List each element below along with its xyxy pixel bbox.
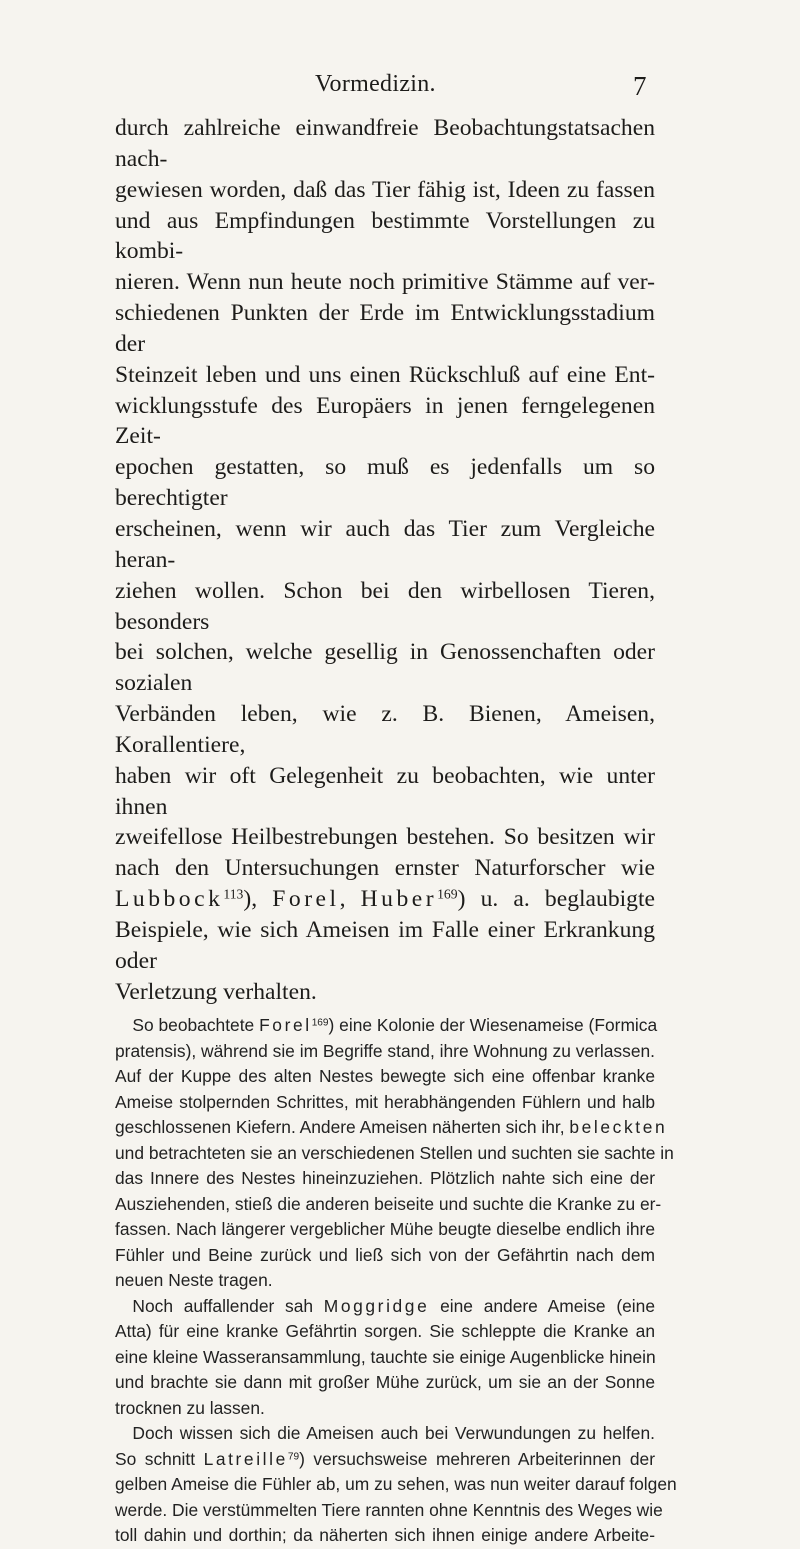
note-paragraph [115,1013,674,1294]
page-number: 7 [633,71,647,101]
note-line: So schnitt Latreille$^{79}$) versuchsweise mehreren Arbeiterinnen der [115,1448,655,1469]
main-line: Beispiele, wie sich Ameisen im Falle einer Erkrankung oder [115,916,655,974]
main-line: schiedenen Punkten der Erde im Entwicklungsstadium der [115,300,655,357]
note-text: So schnitt [115,1448,196,1469]
main-line: zweifellose Heilbestrebungen bestehen. So besitzen wir [115,824,655,851]
note-line: Atta) für eine kranke Gefährtin sorgen. Sie schleppte die Kranke an [115,1321,655,1342]
note-text: So beobachtete [132,1015,255,1036]
running-head [0,71,800,101]
author-name: Moggridge [323,1295,430,1316]
note-line: werde. Die verstümmelten Tiere rannten ohne Kenntnis des Weges wie [115,1499,663,1520]
main-line: und aus Empfindungen bestimmte Vorstellungen zu kombi- [115,207,655,265]
note-line: und betrachteten sie an verschiedenen Stellen und suchten sie sachte in [115,1142,674,1163]
note-line: Auf der Kuppe des alten Nestes bewegte sich eine offenbar kranke [115,1066,655,1087]
main-line: nieren. Wenn nun heute noch primitive Stämme auf ver- [115,269,655,296]
text-body [115,113,677,1549]
emphasized-word: beleckten [569,1117,668,1138]
note-line: das Innere des Nestes hineinzuziehen. Plötzlich nahte sich eine der [115,1168,655,1189]
reference-number: 79 [287,1451,300,1463]
note-text: eine andere Ameise (eine [440,1295,655,1316]
note-text: versuchsweise mehreren Arbeiterinnen der [313,1448,655,1469]
reference-number: 169 [437,886,458,902]
main-line: bei solchen, welche gesellig in Genossenchaften oder sozialen [115,639,655,697]
note-line: Ameise stolpernden Schrittes, mit herabhängenden Fühlern und halb [115,1091,655,1112]
note-paragraph [115,1421,677,1549]
main-line: erscheinen, wenn wir auch das Tier zum Vergleiche heran- [115,515,655,573]
running-title: Vormedizin. [315,71,436,97]
main-line: haben wir oft Gelegenheit zu beobachten, wie unter ihnen [115,762,655,820]
main-line: gewiesen worden, daß das Tier fähig ist, Ideen zu fassen [115,176,655,203]
main-line: Steinzeit leben und uns einen Rückschluß auf eine Ent- [115,361,655,388]
author-name: Latreille [203,1448,288,1469]
reference-number: 169 [311,1017,329,1029]
note-line: Ausziehenden, stieß die anderen beiseite und suchte die Kranke zu er- [115,1193,662,1214]
note-paragraph [115,1294,655,1422]
note-line: gelben Ameise die Fühler ab, um zu sehen, was nun weiter darauf folgen [115,1474,677,1495]
main-line-tail: u. a. beglaubigte [480,886,656,913]
note-line: toll dahin und dorthin; da näherten sich ihnen einige andere Arbeite- [115,1525,655,1546]
note-line: Fühler und Beine zurück und ließ sich von der Gefährtin nach dem [115,1244,655,1265]
main-line: Verbänden leben, wie z. B. Bienen, Ameisen, Korallentiere, [115,701,655,758]
note-line: So beobachtete Forel$^{169}$) eine Kolonie der Wiesenameise (Formica [132,1015,658,1036]
author-name: Forel [259,1015,312,1036]
note-line: pratensis), während sie im Begriffe stand, ihre Wohnung zu verlassen. [115,1040,655,1061]
main-paragraph [115,113,655,1007]
note-line [115,1421,655,1447]
note-line [115,1115,668,1141]
author-name: Forel [272,886,340,913]
author-name: Huber [360,886,438,913]
note-line: eine kleine Wasseransammlung, tauchte sie einige Augenblicke hinein [115,1346,656,1367]
authors-line: Lubbock$^{113}$), Forel, Huber$^{169}$) u. a. beglaubigte [115,886,656,913]
note-line: trocknen zu lassen. [115,1397,265,1418]
reference-number: 113 [223,886,244,902]
note-text: geschlossenen Kiefern. Andere Ameisen näherten sich ihr, [115,1117,565,1138]
small-print-section [115,1013,677,1549]
note-line: und brachte sie dann mit großer Mühe zurück, um sie an der Sonne [115,1372,655,1393]
main-line: wicklungsstufe des Europäers in jenen ferngelegenen Zeit- [115,392,655,450]
main-line: ziehen wollen. Schon bei den wirbellosen Tieren, besonders [115,577,655,635]
note-text: Noch auffallender sah [132,1295,314,1316]
main-line: durch zahlreiche einwandfreie Beobachtungstatsachen nach- [115,115,655,172]
note-line [115,1294,655,1320]
note-line: neuen Neste tragen. [115,1270,273,1291]
note-text: eine Kolonie der Wiesenameise (Formica [339,1015,658,1036]
main-line: Verletzung verhalten. [115,978,317,1005]
note-text: Doch wissen sich die Ameisen auch bei Verwundungen zu helfen. [132,1423,655,1444]
main-line: nach den Untersuchungen ernster Naturforscher wie [115,855,655,882]
note-line: fassen. Nach längerer vergeblicher Mühe beugte dieselbe endlich ihre [115,1219,655,1240]
author-name: Lubbock [115,886,224,913]
main-line: epochen gestatten, so muß es jedenfalls um so berechtigter [115,454,655,512]
